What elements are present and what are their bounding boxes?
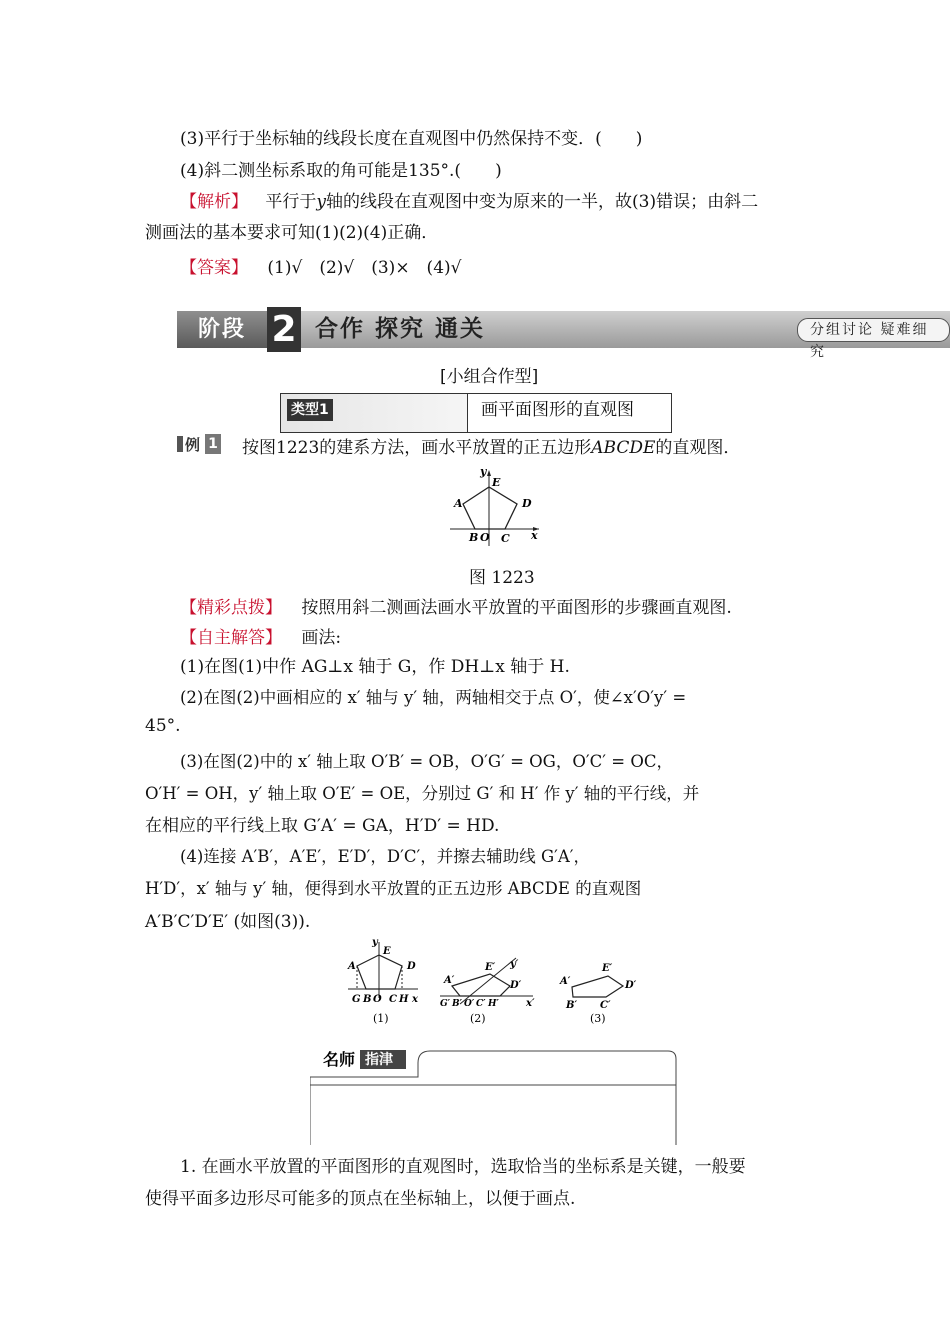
svg-text:G′: G′ — [440, 999, 451, 1009]
svg-text:C: C — [389, 994, 397, 1005]
svg-text:C′: C′ — [600, 1000, 611, 1011]
svg-text:D′: D′ — [625, 980, 637, 991]
construction-figure — [340, 936, 650, 1028]
label-B: B — [469, 531, 479, 544]
svg-text:y′: y′ — [510, 959, 519, 970]
teacher-badge: 指津 — [365, 1052, 393, 1068]
type-tag: 类型1 — [287, 399, 333, 421]
stage-banner — [177, 309, 950, 360]
stage-title: 合作 探究 通关 — [315, 316, 486, 342]
svg-text:C′: C′ — [476, 999, 486, 1009]
svg-text:G: G — [352, 994, 361, 1005]
step-4: (4)连接 A′B′，A′E′，E′D′，D′C′，并擦去辅助线 G′A′， — [180, 847, 591, 866]
svg-text:B′: B′ — [566, 1000, 578, 1011]
svg-text:A: A — [348, 961, 356, 972]
analysis-line-1: 【解析】 平行于y轴的线段在直观图中变为原来的一半，故(3)错误；由斜二 — [180, 192, 759, 212]
example-text: 按图1223的建系方法，画水平放置的正五边形ABCDE的直观图． — [242, 438, 741, 458]
step-2-cont: 45°. — [145, 716, 181, 736]
label-x: x — [531, 529, 538, 542]
svg-text:E′: E′ — [485, 962, 496, 973]
stage-word: 阶段 — [177, 311, 267, 348]
caption-2: (2) — [470, 1012, 486, 1025]
svg-text:B′: B′ — [452, 999, 462, 1009]
svg-text:D: D — [407, 961, 416, 972]
svg-text:A′: A′ — [444, 975, 455, 986]
teacher-title: 名师 — [323, 1050, 356, 1069]
svg-text:H: H — [399, 994, 409, 1005]
step-3-cont-2: 在相应的平行线上取 G′A′ = GA，H′D′ = HD. — [145, 816, 500, 836]
self-answer-line: 【自主解答】 画法: — [180, 628, 342, 648]
answer-label: 【答案】 — [180, 258, 248, 278]
step-4-cont-2: A′B′C′D′E′ (如图(3)). — [145, 912, 311, 932]
svg-text:A′: A′ — [560, 976, 571, 987]
svg-text:y: y — [372, 937, 378, 948]
panel-3 — [559, 963, 637, 1025]
caption-1: (1) — [373, 1012, 389, 1025]
panel-1 — [347, 937, 419, 1025]
group-header: [小组合作型] — [440, 367, 539, 387]
svg-text:E′: E′ — [602, 963, 613, 974]
svg-text:O: O — [373, 994, 382, 1005]
example-badge: 例 1 — [177, 434, 222, 454]
svg-text:E: E — [383, 946, 391, 957]
step-3-cont-1: O′H′ = OH，y′ 轴上取 O′E′ = OE，分别过 G′ 和 H′ 作 y′ 轴的平行线，并 — [145, 784, 700, 803]
note-line-2: 使得平面多边形尽可能多的顶点在坐标轴上，以便于画点. — [145, 1189, 576, 1209]
teacher-box — [310, 1047, 682, 1145]
step-4-cont-1: H′D′，x′ 轴与 y′ 轴，便得到水平放置的正五边形 ABCDE 的直观图 — [145, 879, 642, 898]
question-4: (4)斜二测坐标系取的角可能是135°.( ) — [180, 161, 502, 181]
svg-text:O′: O′ — [464, 999, 475, 1009]
label-A: A — [454, 497, 463, 510]
analysis-line-2: 测画法的基本要求可知(1)(2)(4)正确． — [145, 223, 439, 243]
panel-2 — [440, 958, 535, 1025]
step-1: (1)在图(1)中作 AG⊥x 轴于 G，作 DH⊥x 轴于 H. — [180, 657, 570, 677]
pentagon-figure — [445, 462, 545, 548]
note-line-1: 1. 在画水平放置的平面图形的直观图时，选取恰当的坐标系是关键，一般要 — [180, 1157, 746, 1177]
question-3: (3)平行于坐标轴的线段长度在直观图中仍然保持不变．( ) — [180, 129, 643, 149]
svg-text:H′: H′ — [488, 999, 499, 1009]
answer-text: (1)√ (2)√ (3)× (4)√ — [267, 258, 462, 278]
type-title: 画平面图形的直观图 — [481, 400, 634, 420]
svg-text:D′: D′ — [510, 980, 522, 991]
label-y: y — [480, 465, 487, 478]
label-O: O — [480, 531, 490, 544]
label-D: D — [522, 497, 532, 510]
hint-line: 【精彩点拨】 按照用斜二测画法画水平放置的平面图形的步骤画直观图. — [180, 598, 732, 618]
svg-text:x′: x′ — [526, 998, 535, 1009]
stage-number: 2 — [267, 307, 301, 352]
label-E: E — [492, 476, 501, 489]
label-C: C — [501, 532, 510, 545]
step-3: (3)在图(2)中的 x′ 轴上取 O′B′ = OB，O′G′ = OG，O′C′ = OC， — [180, 752, 673, 771]
caption-3: (3) — [590, 1012, 606, 1025]
type-box — [280, 393, 672, 433]
svg-text:x: x — [412, 994, 418, 1005]
figure-caption: 图 1223 — [469, 568, 535, 588]
stage-side-label: 分组讨论 疑难细究 — [797, 318, 950, 342]
pentagon — [463, 487, 517, 529]
analysis-label: 【解析】 — [180, 192, 248, 212]
step-2: (2)在图(2)中画相应的 x′ 轴与 y′ 轴，两轴相交于点 O′，使∠x′O′y′ = — [180, 688, 687, 707]
answer-line — [145, 253, 461, 278]
svg-text:B: B — [363, 994, 372, 1005]
